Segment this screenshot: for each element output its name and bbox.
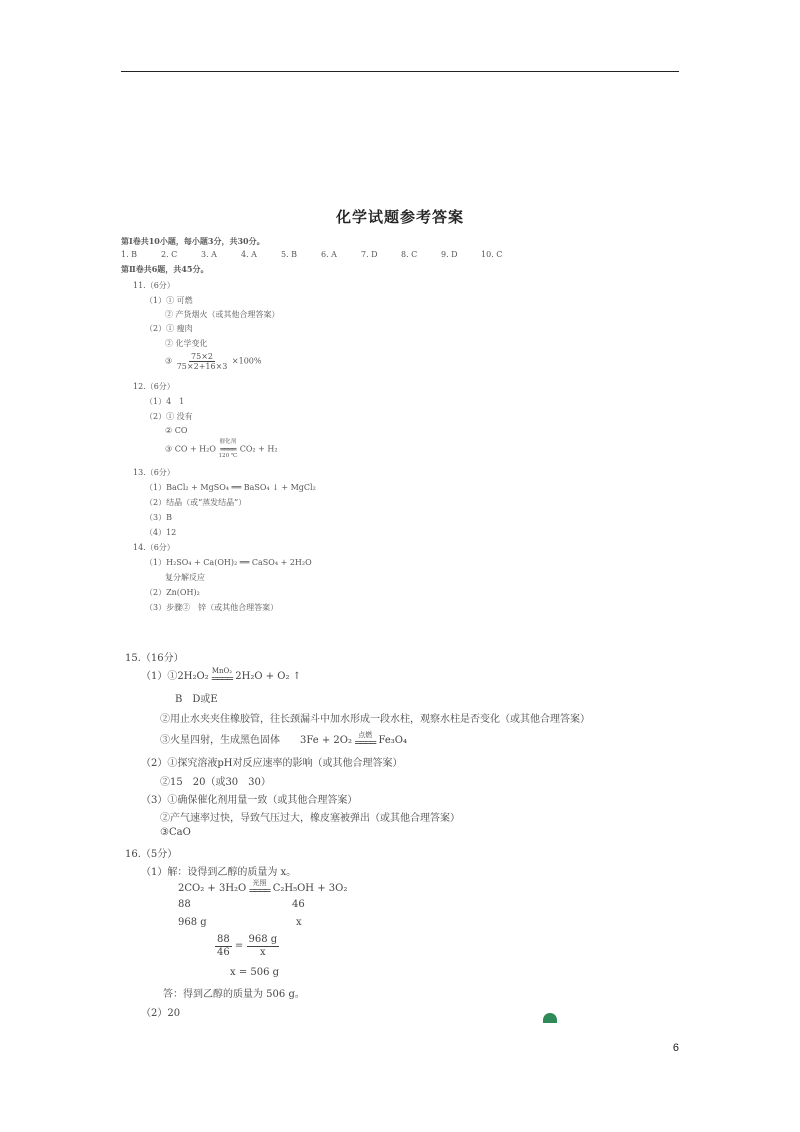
answer-1: 1. B: [121, 250, 138, 259]
q13-heading: 13.（6分）: [133, 468, 175, 477]
q12-line: ② CO: [165, 426, 188, 435]
q14-line: 复分解反应: [165, 573, 205, 582]
answer-9: 9. D: [441, 250, 458, 259]
fraction-denominator: 75×2+16×3: [176, 362, 228, 372]
q16-line: （1）解：设得到乙醇的质量为 x。: [141, 867, 297, 878]
part1-header: 第Ⅰ卷共10小题，每小题3分，共30分。: [121, 236, 265, 246]
q14-line: （2）Zn(OH)₂: [145, 588, 200, 597]
reaction-condition: 光照 ════: [249, 879, 270, 897]
ratio-right: $\frac{968 g}{x}$: [248, 934, 278, 958]
q14-line: （1）H₂SO₄ + Ca(OH)₂ ══ CaSO₄ + 2H₂O: [145, 558, 312, 567]
answer-10: 10. C: [481, 250, 503, 259]
reaction-condition: MnO₂ ════: [211, 667, 233, 685]
answer-3: 3. A: [201, 250, 217, 259]
q16-answer: 答：得到乙醇的质量为 506 g。: [163, 989, 305, 1000]
q11-heading: 11.（6分）: [133, 281, 175, 290]
fraction-numerator: 75×2: [191, 352, 214, 361]
q15-line: B D或E: [175, 694, 218, 705]
q15-line: ②产气速率过快，导致气压过大，橡皮塞被弹出（或其他合理答案）: [160, 813, 460, 824]
q11-line: ② 化学变化: [165, 339, 208, 348]
page-number: 6: [672, 1042, 679, 1054]
header-rule: [121, 71, 679, 72]
q15-line: （2）①探究溶液pH对反应速率的影响（或其他合理答案）: [141, 758, 403, 769]
ratio-left: $\frac{88}{46}$: [217, 934, 230, 958]
q15-line: ②用止水夹夹住橡胶管，往长颈漏斗中加水形成一段水柱，观察水柱是否变化（或其他合理答案）: [160, 714, 590, 725]
q11-line: ② 产货烟火（或其他合理答案）: [165, 310, 280, 319]
q13-line: （2）结晶（或“蒸发结晶”）: [145, 498, 247, 507]
proportion: $\frac{88}{46}$ = $\frac{968 g}{x}$: [217, 934, 278, 958]
q13-line: （1）BaCl₂ + MgSO₄ ══ BaSO₄ ↓ + MgCl₂: [145, 483, 316, 492]
given-mass: 968 g: [178, 917, 207, 928]
q12-line: （1）4 1: [145, 397, 185, 406]
q15-equation: （1）①2H₂O₂ MnO₂ ════ 2H₂O + O₂ ↑: [141, 667, 302, 685]
logo-icon: [543, 1013, 557, 1023]
q11-line: （2）① 瘦肉: [145, 324, 193, 333]
molar-mass-co2: 88: [178, 899, 191, 910]
mass-fraction: [175, 352, 230, 371]
answer-7: 7. D: [361, 250, 378, 259]
q16-heading: 16.（5分）: [125, 849, 178, 860]
q15-line: ③CaO: [160, 827, 191, 838]
reaction-condition: 点燃 ════: [355, 731, 376, 749]
page-title: 化学试题参考答案: [335, 208, 464, 226]
q14-heading: 14.（6分）: [133, 543, 175, 552]
part2-header: 第Ⅱ卷共6题，共45分。: [121, 264, 209, 274]
unknown-mass: x: [296, 917, 302, 928]
q15-line: ②15 20（或30 30）: [160, 777, 271, 788]
q12-heading: 12.（6分）: [133, 382, 175, 391]
answer-4: 4. A: [241, 250, 257, 259]
answer-2: 2. C: [161, 250, 178, 259]
q15-equation: ③火星四射，生成黑色固体 3Fe + 2O₂ 点燃 ════ Fe₃O₄: [160, 731, 407, 749]
q16-result: x = 506 g: [230, 967, 280, 978]
q16-equation: 2CO₂ + 3H₂O 光照 ════ C₂H₅OH + 3O₂: [178, 879, 348, 897]
q13-line: （3）B: [145, 513, 172, 522]
q13-line: （4）12: [145, 528, 177, 537]
molar-mass-ethanol: 46: [292, 899, 305, 910]
q12-equation: ③ CO + H₂O 催化剂 ════ 120 ℃ CO₂ + H₂: [165, 439, 278, 459]
answer-8: 8. C: [401, 250, 418, 259]
q14-line: （3）步骤② 锌（或其他合理答案）: [145, 603, 279, 612]
q11-fraction-line: ③ $\frac{75\times 2}{75\times 2+16\times 3}$ ×100%: [165, 352, 262, 372]
q11-line: （1）① 可燃: [145, 296, 193, 305]
reaction-condition: 催化剂 ════ 120 ℃: [218, 439, 238, 459]
part1-answers: [121, 250, 521, 259]
q12-line: （2）① 没有: [145, 412, 193, 421]
answer-6: 6. A: [321, 250, 337, 259]
answer-5: 5. B: [281, 250, 298, 259]
q15-line: （3）①确保催化剂用量一致（或其他合理答案）: [141, 795, 358, 806]
q16-line: （2）20: [141, 1008, 181, 1019]
q15-heading: 15.（16分）: [125, 653, 184, 664]
